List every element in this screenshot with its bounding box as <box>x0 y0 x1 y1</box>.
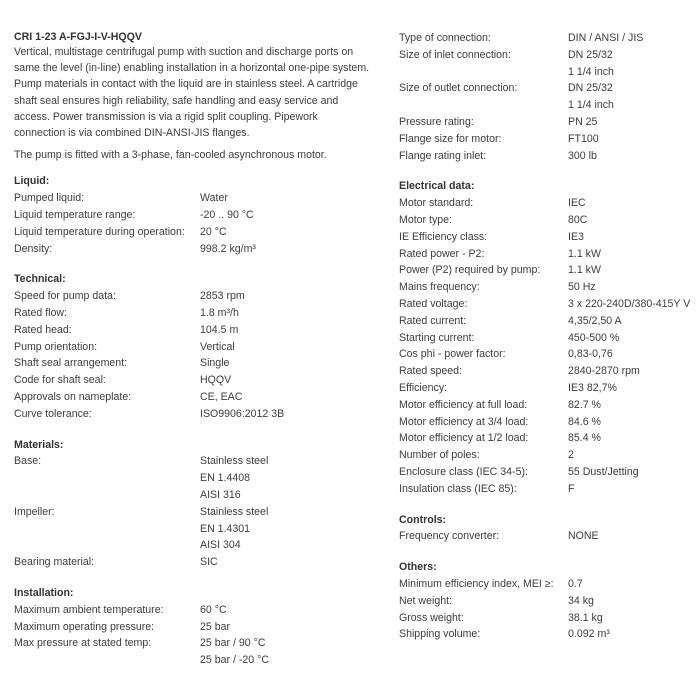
spec-row <box>399 464 699 481</box>
spec-row <box>399 279 699 296</box>
spec-values <box>568 464 639 481</box>
spec-values <box>568 610 603 627</box>
spec-values <box>568 330 619 347</box>
spec-label: Liquid temperature range: <box>14 209 136 222</box>
spec-label: Flange size for motor: <box>399 132 502 145</box>
spec-value: HQQV <box>200 374 232 387</box>
spec-values <box>568 195 586 212</box>
spec-row <box>399 610 699 627</box>
spec-value: Single <box>200 357 230 370</box>
spec-label: IE Efficiency class: <box>399 230 488 243</box>
spec-values <box>200 619 230 636</box>
spec-row <box>399 528 699 545</box>
spec-value: 60 °C <box>200 603 227 616</box>
spec-value: 0.092 m³ <box>568 628 610 641</box>
spec-value: 1.8 m³/h <box>200 307 239 319</box>
spec-value: 2840-2870 rpm <box>568 365 640 378</box>
spec-row <box>399 131 699 148</box>
spec-value: AISI 304 <box>200 539 241 552</box>
spec-row <box>399 397 699 414</box>
spec-values <box>568 80 614 114</box>
left-spec-sections <box>14 173 380 669</box>
spec-row <box>399 363 699 380</box>
spec-row <box>14 635 380 669</box>
spec-label: Pump orientation: <box>14 340 98 353</box>
spec-values <box>568 131 599 148</box>
spec-label: Motor efficiency at full load: <box>399 398 528 411</box>
spec-label: Size of outlet connection: <box>399 82 518 95</box>
spec-row <box>399 148 699 165</box>
product-title: CRI 1-23 A-FGJ-I-V-HQQV <box>14 31 142 43</box>
spec-values <box>568 626 610 643</box>
spec-label: Code for shaft seal: <box>14 374 106 387</box>
spec-label: Type of connection: <box>399 32 491 44</box>
spec-label: Pumped liquid: <box>14 192 85 205</box>
description-line: access. Power transmission is via a rigid split coupling. Pipework <box>14 110 318 123</box>
spec-value: FT100 <box>568 132 599 145</box>
spec-label: Max pressure at stated temp: <box>14 637 152 650</box>
spec-value: 20 °C <box>200 225 227 238</box>
spec-values <box>568 313 622 330</box>
spec-row <box>14 190 380 207</box>
spec-section-liquid <box>14 173 380 257</box>
spec-label: Maximum operating pressure: <box>14 620 155 633</box>
spec-values <box>568 30 643 47</box>
spec-values <box>200 406 284 423</box>
spec-row <box>399 430 699 447</box>
spec-label: Pressure rating: <box>399 115 474 128</box>
spec-label: Motor type: <box>399 213 452 226</box>
spec-values <box>568 279 596 296</box>
spec-label: Rated current: <box>399 314 467 327</box>
spec-value: 1 1/4 inch <box>568 99 614 112</box>
spec-label: Size of inlet connection: <box>399 48 511 61</box>
spec-label: Gross weight: <box>399 611 464 624</box>
spec-row <box>14 305 380 322</box>
section-heading: Installation: <box>14 586 74 599</box>
spec-value: 50 Hz <box>568 281 596 294</box>
spec-label: Frequency converter: <box>399 530 500 543</box>
spec-values <box>200 554 218 571</box>
spec-row <box>399 262 699 279</box>
spec-label: Insulation class (IEC 85): <box>399 482 517 495</box>
spec-row <box>399 481 699 498</box>
spec-value: IE3 <box>568 230 584 243</box>
spec-label: Cos phi - power factor: <box>399 348 506 361</box>
spec-label: Liquid temperature during operation: <box>14 225 185 238</box>
section-heading: Technical: <box>14 273 66 286</box>
right-spec-sections <box>399 30 699 643</box>
section-heading: Others: <box>399 561 437 574</box>
spec-label: Base: <box>14 455 42 468</box>
spec-value: 3 x 220-240D/380-415Y V <box>568 297 691 310</box>
spec-values <box>568 212 587 229</box>
spec-label: Curve tolerance: <box>14 407 92 420</box>
spec-values <box>200 305 239 322</box>
spec-label: Efficiency: <box>399 381 448 394</box>
spec-value: 34 kg <box>568 594 594 607</box>
spec-value: CE, EAC <box>200 390 243 403</box>
spec-values <box>568 229 584 246</box>
spec-label: Starting current: <box>399 331 475 344</box>
description-line: Pump materials in contact with the liquid are in stainless steel. A cartridge <box>14 78 358 91</box>
spec-row <box>399 447 699 464</box>
spec-value: ISO9906:2012 3B <box>200 407 285 420</box>
spec-value: PN 25 <box>568 115 598 128</box>
spec-values <box>200 241 256 258</box>
spec-value: Stainless steel <box>200 455 269 468</box>
spec-values <box>568 593 594 610</box>
spec-label: Motor efficiency at 3/4 load: <box>399 415 529 428</box>
spec-label: Shipping volume: <box>399 628 481 641</box>
spec-row <box>14 389 380 406</box>
spec-label: Rated voltage: <box>399 297 468 310</box>
spec-label: Bearing material: <box>14 556 95 569</box>
spec-values <box>200 602 227 619</box>
spec-values <box>200 504 268 554</box>
spec-label: Flange rating inlet: <box>399 149 487 162</box>
spec-row <box>399 195 699 212</box>
spec-value: IE3 82,7% <box>568 381 617 394</box>
spec-row <box>399 47 699 81</box>
spec-value: 84.6 % <box>568 415 601 428</box>
spec-values <box>568 296 690 313</box>
spec-values <box>568 576 583 593</box>
spec-row <box>14 339 380 356</box>
spec-label: Maximum ambient temperature: <box>14 603 164 616</box>
spec-values <box>568 481 574 498</box>
spec-values <box>568 346 613 363</box>
spec-value: -20 .. 90 °C <box>200 209 254 222</box>
spec-value: 450-500 % <box>568 331 620 344</box>
spec-value: 2853 rpm <box>200 290 245 303</box>
spec-values <box>568 414 601 431</box>
spec-value: 38.1 kg <box>568 611 603 624</box>
spec-value: 1 1/4 inch <box>568 65 614 78</box>
spec-row <box>399 313 699 330</box>
spec-value: 2 <box>568 449 574 462</box>
spec-row <box>399 212 699 229</box>
spec-value: 1.1 kW <box>568 247 601 260</box>
spec-label: Net weight: <box>399 594 452 607</box>
spec-row <box>14 619 380 636</box>
spec-label: Density: <box>14 242 53 255</box>
spec-values <box>568 363 640 380</box>
spec-row <box>399 30 699 47</box>
spec-row <box>399 246 699 263</box>
motor-note: The pump is fitted with a 3-phase, fan-cooled asynchronous motor. <box>14 149 327 162</box>
spec-row <box>14 288 380 305</box>
spec-row <box>399 330 699 347</box>
spec-label: Rated speed: <box>399 365 463 378</box>
spec-label: Enclosure class (IEC 34-5): <box>399 465 528 478</box>
spec-value: 104.5 m <box>200 323 239 336</box>
spec-values <box>568 528 599 545</box>
spec-row <box>399 296 699 313</box>
left-column <box>14 30 380 669</box>
spec-value: 55 Dust/Jetting <box>568 465 639 478</box>
spec-value: F <box>568 482 575 495</box>
spec-section-materials <box>14 437 380 571</box>
spec-row <box>399 626 699 643</box>
section-heading: Materials: <box>14 438 64 451</box>
spec-values <box>568 114 597 131</box>
spec-values <box>200 224 227 241</box>
spec-values <box>568 262 601 279</box>
description-line: shaft seal ensures high reliability, safe handling and easy service and <box>14 94 339 107</box>
spec-section-others <box>399 559 699 643</box>
spec-values <box>568 447 574 464</box>
spec-values <box>200 372 231 389</box>
spec-value: 82.7 % <box>568 398 601 411</box>
spec-value: EN 1.4301 <box>200 522 251 535</box>
spec-value: 0.7 <box>568 577 583 590</box>
spec-value: DIN / ANSI / JIS <box>568 32 644 44</box>
spec-label: Speed for pump data: <box>14 290 116 303</box>
spec-value: Stainless steel <box>200 505 269 518</box>
spec-values <box>200 190 228 207</box>
section-heading: Electrical data: <box>399 180 475 193</box>
spec-values <box>200 355 229 372</box>
spec-value: 4,35/2,50 A <box>568 314 622 327</box>
spec-value: 85.4 % <box>568 432 601 445</box>
spec-value: Vertical <box>200 340 235 353</box>
spec-label: Motor efficiency at 1/2 load: <box>399 432 529 445</box>
spec-values <box>200 339 235 356</box>
spec-section-installation <box>14 585 380 669</box>
spec-values <box>568 380 617 397</box>
description-line: same the level (in-line) enabling installation in a horizontal one-pipe system. <box>14 62 370 75</box>
spec-row <box>14 355 380 372</box>
right-column <box>399 30 699 643</box>
spec-row <box>14 207 380 224</box>
spec-value: 998.2 kg/m³ <box>200 242 256 255</box>
spec-value: 1.1 kW <box>568 264 601 277</box>
spec-label: Motor standard: <box>399 197 474 210</box>
spec-row <box>14 406 380 423</box>
spec-row <box>399 414 699 431</box>
spec-value: 0,83-0,76 <box>568 348 613 361</box>
spec-value: IEC <box>568 197 586 210</box>
spec-section-technical <box>14 271 380 422</box>
spec-label: Rated flow: <box>14 307 67 319</box>
spec-row <box>14 602 380 619</box>
spec-value: SIC <box>200 556 218 569</box>
spec-row <box>399 80 699 114</box>
spec-values <box>200 322 238 339</box>
spec-label: Number of poles: <box>399 449 480 462</box>
spec-values <box>200 635 269 669</box>
spec-value: DN 25/32 <box>568 82 613 95</box>
spec-label: Mains frequency: <box>399 281 480 294</box>
spec-row <box>14 453 380 503</box>
spec-values <box>568 47 614 81</box>
spec-values <box>568 246 601 263</box>
spec-row <box>399 114 699 131</box>
spec-row <box>14 504 380 554</box>
spec-label: Rated head: <box>14 323 72 336</box>
spec-row <box>14 554 380 571</box>
spec-section-controls <box>399 512 699 546</box>
spec-value: 25 bar / -20 °C <box>200 654 270 667</box>
spec-label: Power (P2) required by pump: <box>399 264 541 277</box>
description-line: Vertical, multistage centrifugal pump with suction and discharge ports on <box>14 46 354 58</box>
spec-section-electrical-data <box>399 178 699 497</box>
spec-row <box>14 372 380 389</box>
spec-row <box>399 229 699 246</box>
spec-row <box>14 241 380 258</box>
spec-section <box>399 30 699 164</box>
spec-value: AISI 316 <box>200 488 241 501</box>
spec-row <box>14 322 380 339</box>
spec-values <box>568 397 601 414</box>
spec-value: Water <box>200 192 228 205</box>
spec-label: Minimum efficiency index, MEI ≥: <box>399 577 554 590</box>
spec-values <box>568 430 601 447</box>
spec-label: Approvals on nameplate: <box>14 390 132 403</box>
spec-value: NONE <box>568 530 599 543</box>
spec-row <box>14 224 380 241</box>
spec-value: 80C <box>568 213 588 226</box>
section-heading: Controls: <box>399 513 447 526</box>
spec-values <box>568 148 597 165</box>
spec-values <box>200 288 245 305</box>
spec-row <box>399 593 699 610</box>
spec-label: Rated power - P2: <box>399 247 485 260</box>
spec-values <box>200 207 254 224</box>
description-line: connection is via combined DIN-ANSI-JIS flanges. <box>14 127 250 140</box>
spec-label: Shaft seal arrangement: <box>14 357 128 370</box>
spec-values <box>200 453 268 503</box>
spec-row <box>399 346 699 363</box>
spec-value: DN 25/32 <box>568 48 613 61</box>
product-description <box>14 44 380 163</box>
spec-value: 300 lb <box>568 149 597 162</box>
spec-value: 25 bar <box>200 620 231 633</box>
spec-value: 25 bar / 90 °C <box>200 637 266 650</box>
spec-row <box>399 380 699 397</box>
section-heading: Liquid: <box>14 175 50 188</box>
spec-value: EN 1.4408 <box>200 472 251 485</box>
spec-label: Impeller: <box>14 505 55 518</box>
spec-values <box>200 389 242 406</box>
spec-row <box>399 576 699 593</box>
